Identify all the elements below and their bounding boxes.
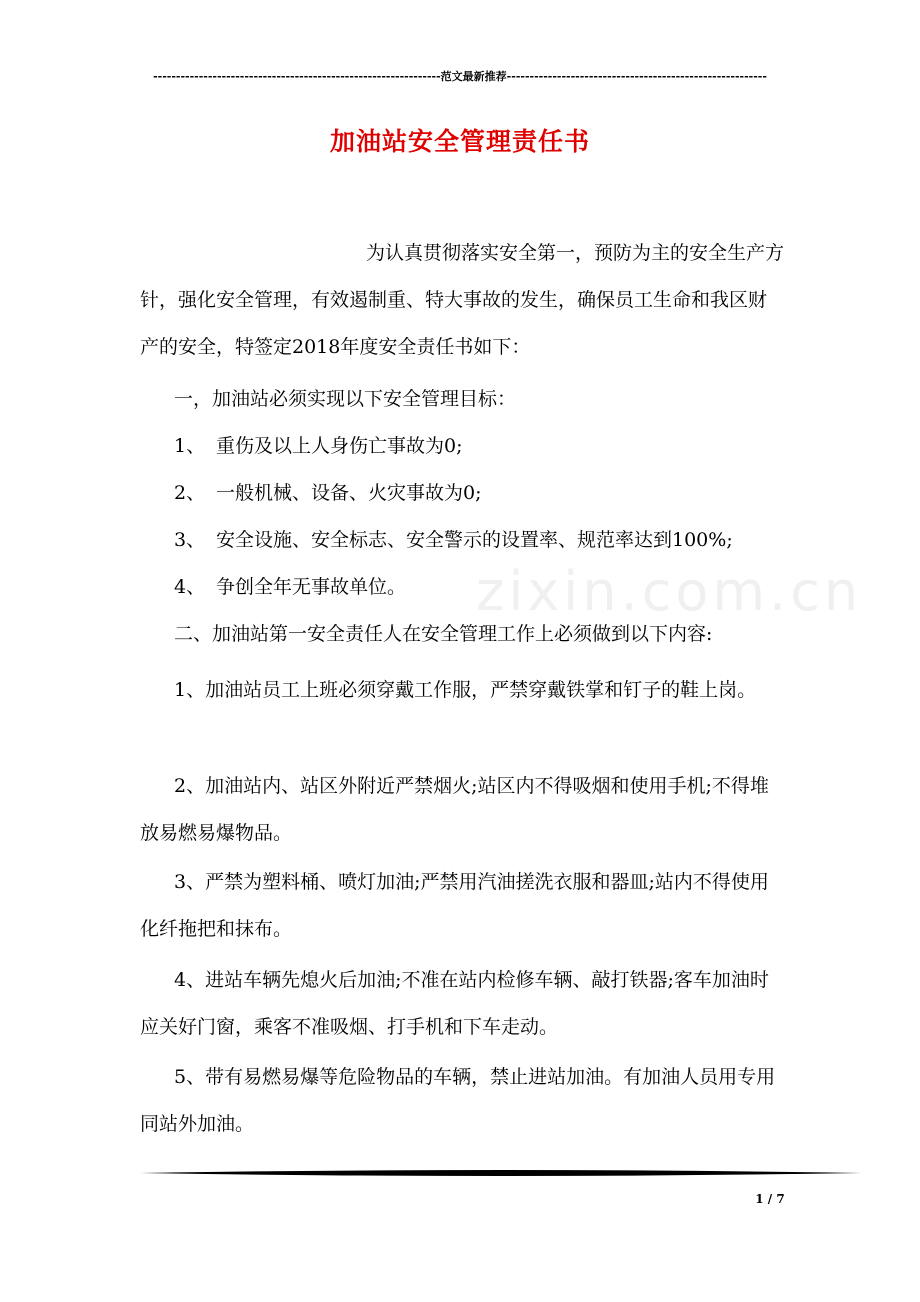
goal-item-number: 3、 <box>174 529 206 551</box>
goal-item-text: 安全设施、安全标志、安全警示的设置率、规范率达到100%; <box>216 529 733 551</box>
rule-paragraph: 2、加油站内、站区外附近严禁烟火;站区内不得吸烟和使用手机;不得堆放易燃易爆物品。 <box>140 775 769 844</box>
section-2-rule-3 <box>140 859 784 953</box>
goal-item <box>140 564 784 611</box>
document-title: 加油站安全管理责任书 <box>329 127 590 156</box>
section-1-heading: 一，加油站必须实现以下安全管理目标： <box>174 388 517 410</box>
goal-item <box>140 423 784 470</box>
rule-paragraph: 4、进站车辆先熄火后加油;不准在站内检修车辆、敲打铁器;客车加油时应关好门窗，乘客不准吸烟、打手机和下车走动。 <box>140 969 769 1038</box>
section-2-rule-5 <box>140 1054 784 1148</box>
goal-item-number: 2、 <box>174 482 206 504</box>
goal-item <box>140 517 784 564</box>
rule-paragraph: 5、带有易燃易爆等危险物品的车辆，禁止进站加油。有加油人员用专用同站外加油。 <box>140 1066 776 1135</box>
intro-text: 为认真贯彻落实安全第一，预防为主的安全生产方针，强化安全管理，有效遏制重、特大事故的发生，确保员工生命和我区财产的安全，特签定2018年度安全责任书如下： <box>140 242 785 358</box>
section-2-rule-2 <box>140 763 784 857</box>
goal-item <box>140 470 784 517</box>
page-number: 1 / 7 <box>755 1192 785 1206</box>
rule-paragraph: 1、加油站员工上班必须穿戴工作服，严禁穿戴铁掌和钉子的鞋上岗。 <box>174 679 757 701</box>
goal-item-number: 1、 <box>174 435 206 457</box>
goal-item-text: 一般机械、设备、火灾事故为0; <box>216 482 482 504</box>
rule-paragraph: 3、严禁为塑料桶、喷灯加油;严禁用汽油搓洗衣服和器皿;站内不得使用化纤拖把和抹布。 <box>140 871 769 940</box>
footer-rule <box>140 1168 862 1178</box>
section-2-rule-4 <box>140 957 784 1051</box>
section-2-heading: 二、加油站第一安全责任人在安全管理工作上必须做到以下内容: <box>174 623 713 645</box>
goal-item-number: 4、 <box>174 576 206 598</box>
watermark: zixin.com.cn <box>476 560 863 623</box>
goal-item-text: 重伤及以上人身伤亡事故为0; <box>216 435 463 457</box>
page-header: ---------------------------------------------------------------范文最新推荐--------------------------------------------------------- <box>153 70 767 83</box>
section-2-rule-1 <box>140 667 784 714</box>
intro-paragraph <box>140 230 784 371</box>
footer-rule-shape <box>140 1170 862 1176</box>
section-1 <box>140 376 784 658</box>
goal-item-text: 争创全年无事故单位。 <box>216 576 407 598</box>
